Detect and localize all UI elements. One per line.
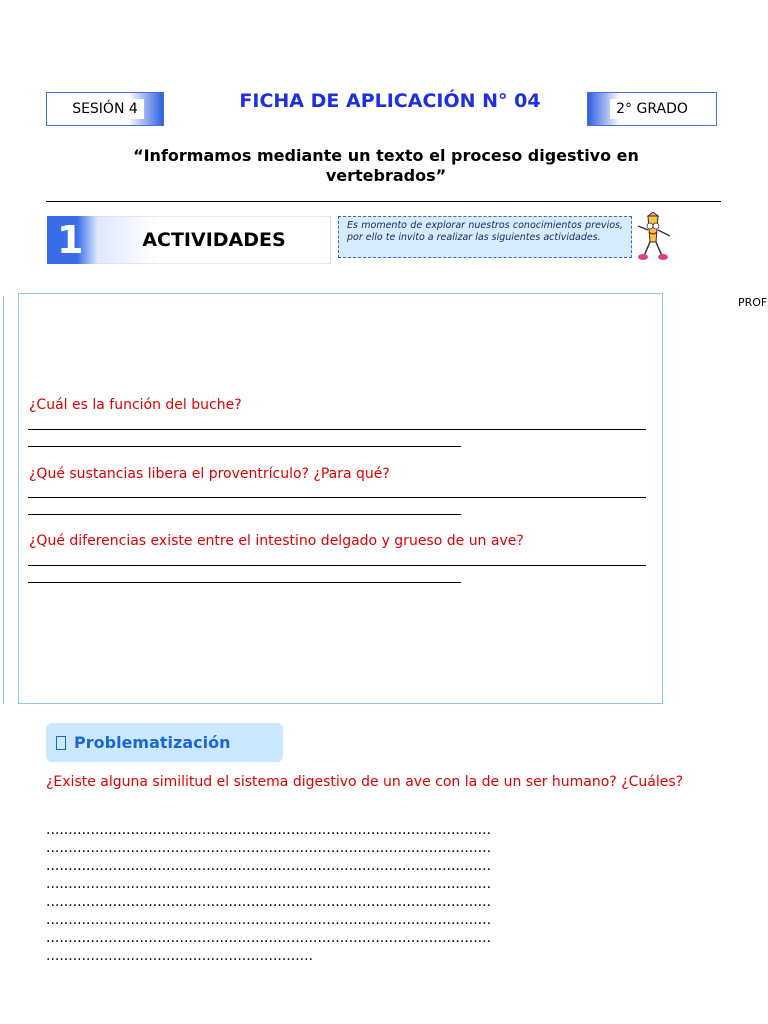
- answer-line[interactable]: [28, 446, 461, 447]
- activities-heading: ACTIVIDADES: [97, 216, 331, 264]
- problematization-label: Problematización: [74, 733, 231, 752]
- answer-line[interactable]: [28, 429, 646, 430]
- dotted-answer-line[interactable]: ............................................................: [46, 948, 314, 964]
- edge-text: PROF: [738, 296, 768, 309]
- grade-label: 2° GRADO: [610, 99, 694, 119]
- activities-note: Es momento de explorar nuestros conocimientos previos, por ello te invito a realizar las siguientes actividades.: [338, 216, 632, 258]
- question-2: ¿Qué sustancias libera el proventrículo? ¿Para qué?: [29, 466, 390, 482]
- question-1: ¿Cuál es la función del buche?: [29, 397, 242, 413]
- dotted-answer-line[interactable]: ....................................................................................................: [46, 858, 492, 874]
- page-title: FICHA DE APLICACIÓN N° 04: [239, 90, 541, 112]
- answer-line[interactable]: [28, 514, 461, 515]
- questions-box: [18, 293, 663, 704]
- dotted-answer-line[interactable]: ....................................................................................................: [46, 894, 492, 910]
- dotted-answer-line[interactable]: ....................................................................................................: [46, 840, 492, 856]
- checkbox-icon: [56, 736, 66, 750]
- answer-line[interactable]: [28, 497, 646, 498]
- problematization-question: ¿Existe alguna similitud el sistema digestivo de un ave con la de un ser humano? ¿Cuáles?: [46, 774, 684, 790]
- answer-line[interactable]: [28, 582, 461, 583]
- activity-number: 1: [47, 216, 97, 264]
- grade-badge: [587, 92, 717, 126]
- question-3: ¿Qué diferencias existe entre el intestino delgado y grueso de un ave?: [29, 533, 524, 549]
- dotted-answer-line[interactable]: ....................................................................................................: [46, 822, 492, 838]
- dotted-answer-line[interactable]: ....................................................................................................: [46, 930, 492, 946]
- dotted-answer-line[interactable]: ....................................................................................................: [46, 912, 492, 928]
- page-subtitle: “Informamos mediante un texto el proceso digestivo en vertebrados”: [133, 146, 639, 185]
- problematization-heading: [46, 723, 283, 762]
- dotted-answer-line[interactable]: ....................................................................................................: [46, 876, 492, 892]
- pencil-character-icon: [634, 212, 674, 262]
- session-label: SESIÓN 4: [66, 99, 144, 119]
- divider: [46, 201, 721, 202]
- answer-line[interactable]: [28, 565, 646, 566]
- margin-line: [3, 296, 4, 704]
